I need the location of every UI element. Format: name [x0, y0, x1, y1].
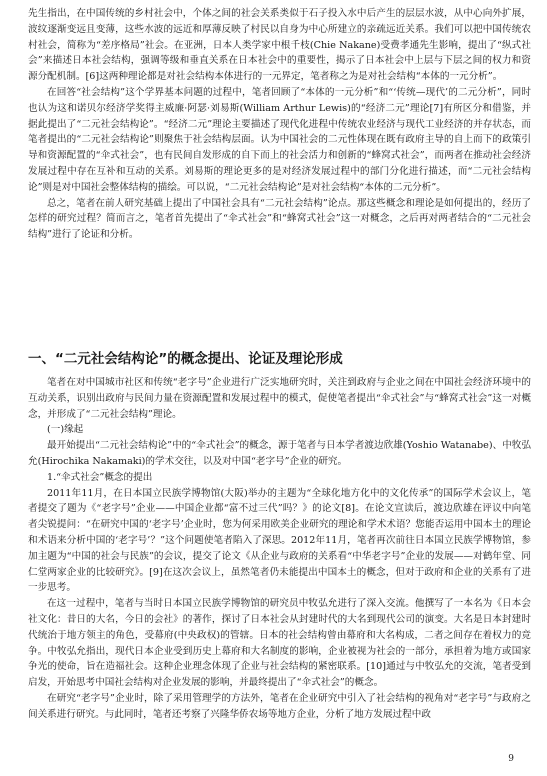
section-text-block — [28, 375, 531, 723]
paragraph-2011-conference: 2011年11月，在日本国立民族学博物馆(大阪)举办的主题为“全球化地方化中的文化传承”的国际学术会议上，笔者提交了题为《“老字号”企业——中国企业都“富不过三代”吗？》的论文[8]。在论文宣读后，渡边欣雄在评议中向笔者尖锐提问：“在研究中国的‘老字号’企业时，您为何采用欧美企业研究的理论和学术术语？您能否运用中国本土的理论和术语来分析中国的‘老字号’？”这个问题使笔者陷入了深思。2012年11月，笔者再次前往日本国立民族学博物馆，参加主题为“中国的社会与民族”的会议，提交了论文《从企业与政府的关系看“中华老字号”企业的发展——对鹤年堂、同仁堂两家企业的比较研究》。[9]在这次会议上，虽然笔者仍未能提出中国本土的概念，但对于政府和企业的关系有了进一步思考。 — [28, 487, 531, 594]
paragraph-dual-analysis: 在回答“社会结构”这个学界基本问题的过程中，笔者回顾了“本体的一元分析”和“‘传统—现代’的二元分析”，同时也认为这和诺贝尔经济学奖得主威廉·阿瑟·刘易斯(William Arthur Lewis)的“经济二元”理论[7]有所区分和借鉴，并据此提出了“二元社会结构论”。“经济二元”理论主要描述了现代化进程中传统农业经济与现代工业经济的并存状态，而笔者提出的“二元社会结构论”则聚焦于社会结构层面。认为中国社会的二元性体现在既有政府主导的自上而下的政策引导和资源配置的“伞式社会”，也有民间自发形成的自下而上的社会活力和创新的“蜂窝式社会”，而两者在推动社会经济发展过程中存在互补和互动的关系。刘易斯的理论更多的是对经济发展过程中的部门分化进行描述，而“二元社会结构论”则是对中国社会整体结构的描绘。可以说，“二元社会结构论”是对社会结构“本体的二元分析”。 — [28, 86, 531, 193]
section-heading: 一、“二元社会结构论”的概念提出、论证及理论形成 — [28, 351, 343, 368]
intro-text-block — [28, 6, 531, 243]
paragraph-summary: 总之，笔者在前人研究基础上提出了中国社会具有“二元社会结构”论点。那这些概念和理论是如何提出的，经历了怎样的研究过程？简而言之，笔者首先提出了“伞式社会”和“蜂窝式社会”这一对概念，之后再对两者结合的“二元社会结构”进行了论证和分析。 — [28, 197, 531, 241]
subsection-heading-umbrella-society: 1.“伞式社会”概念的提出 — [47, 471, 153, 483]
subsection-heading-origin: (一)缘起 — [47, 424, 84, 436]
paragraph-intro-continuation: 先生指出，在中国传统的乡村社会中，个体之间的社会关系类似于石子投入水中后产生的层层水波，从中心向外扩展，波纹逐渐变远且变薄，这些水波的远近和厚薄反映了村民以自身为中心所建立的亲疏远近关系。我们可以把中国传统农村社会，简称为“差序格局”社会。在亚洲，日本人类学家中根千枝(Chie Nakane)受费孝通先生影响，提出了“纵式社会”来描述日本社会结构，强调等级和垂直关系在日本社会中的重要性，揭示了日本社会中上层与下层之间的权力和资源分配机制。[6]这两种理论都是对社会结构本体进行的一元界定，笔者称之为是对社会结构“本体的一元分析”。 — [28, 8, 531, 83]
paragraph-laozihao-research: 在研究“老字号”企业时，除了采用管理学的方法外，笔者在企业研究中引入了社会结构的视角对“老字号”与政府之间关系进行研究。与此同时，笔者还考察了兴隆华侨农场等地方企业，分析了地方发展过程中政 — [28, 692, 531, 720]
paragraph-nakamaki-exchange: 在这一过程中，笔者与当时日本国立民族学博物馆的研究员中牧弘允进行了深入交流。他撰写了一本名为《日本会社文化：昔日的大名，今日的会社》的著作，探讨了日本社会从封建时代的大名到现代公司的演变。大名是日本封建时代统治于地方领主的角色，受幕府(中央政权)的管辖。日本的社会结构曾由幕府和大名构成，二者之间存在着权力的竞争。中牧弘允指出，现代日本企业受到历史上幕府和大名制度的影响，企业被视为社会的一部分，承担着为地方或国家争光的使命，旨在造福社会。这种企业理念体现了企业与社会结构的紧密联系。[10]通过与中牧弘允的交流，笔者受到启发，开始思考中国社会结构对企业发展的影响，并最终提出了“伞式社会”的概念。 — [28, 598, 531, 689]
paragraph-section-intro: 笔者在对中国城市社区和传统“老字号”企业进行广泛实地研究时，关注到政府与企业之间在中国社会经济环境中的互动关系，识别出政府与民间力量在资源配置和发展过程中的模式，促使笔者提出“伞式社会”与“蜂窝式社会”这一对概念，并形成了“二元社会结构”理论。 — [28, 377, 531, 420]
paragraph-origin: 最开始提出“二元社会结构论”中的“伞式社会”的概念，源于笔者与日本学者渡边欣雄(Yoshio Watanabe)、中牧弘允(Hirochika Nakamaki)的学术交往，以及对中国“老字号”企业的研究。 — [28, 440, 531, 467]
page-number: 9 — [508, 754, 514, 764]
